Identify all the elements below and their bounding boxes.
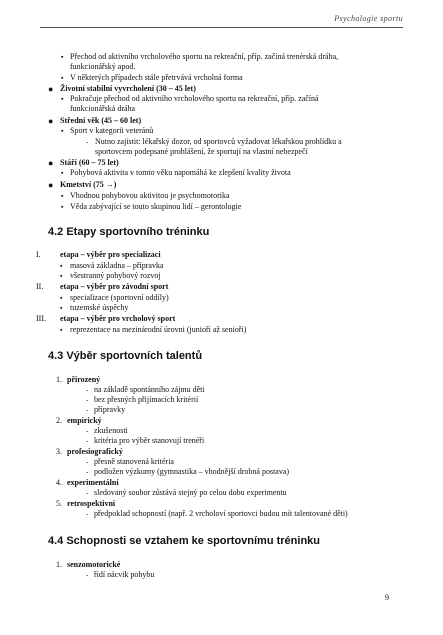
method-number: 5. [56, 499, 62, 508]
list-subitem: na základě spontánního zájmu děti [94, 385, 205, 394]
list-subitem: sledovaný soubor zůstává stejný po celou dobu experimentu [94, 488, 287, 497]
square-bullet-icon: ▪ [60, 326, 63, 334]
list-subitem: podložen výzkumy (gymnastika – vhodnější drobná postava) [94, 467, 290, 476]
square-bullet-icon: ▪ [61, 53, 64, 61]
method-number: 3. [56, 447, 62, 456]
age-stage-heading: Stáří (60 – 75 let) [60, 158, 119, 167]
stage-number: I. [36, 250, 41, 259]
list-item-cont: funkcionářská dráha [70, 104, 136, 113]
stage-title: etapa – výběr pro specializaci [60, 250, 161, 259]
dash-bullet-icon: - [86, 571, 89, 579]
method-title: experimentální [67, 478, 119, 487]
list-subitem: řídí nácvik pohybu [94, 570, 155, 579]
dash-bullet-icon: - [86, 406, 89, 414]
header-rule [40, 27, 403, 28]
round-bullet-icon: ● [48, 84, 54, 94]
list-item: Pokračuje přechod od aktivního vrcholového sportu na rekreační, příp. začíná [70, 94, 319, 103]
list-item-cont: funkcionářský apod. [70, 62, 136, 71]
list-item: Sport v kategorii veteránů [70, 126, 154, 135]
stage-number: II. [36, 282, 44, 291]
list-item: masová základna – přípravka [70, 261, 164, 270]
age-stage-heading: Střední věk (45 – 60 let) [60, 116, 142, 125]
round-bullet-icon: ● [48, 180, 54, 190]
square-bullet-icon: ▪ [60, 304, 63, 312]
dash-bullet-icon: - [86, 468, 89, 476]
square-bullet-icon: ▪ [60, 262, 63, 270]
section-heading-4-3: 4.3 Výběr sportovních talentů [48, 350, 203, 362]
ability-number: 1. [56, 560, 62, 569]
list-item: Věda zabývající se touto skupinou lidí – gerontologie [70, 202, 242, 211]
dash-bullet-icon: - [86, 138, 89, 146]
square-bullet-icon: ▪ [61, 203, 64, 211]
round-bullet-icon: ● [48, 116, 54, 126]
square-bullet-icon: ▪ [61, 169, 64, 177]
list-subitem: bez přesných přijímacích kritérií [94, 395, 199, 404]
list-subitem: přípravky [94, 405, 126, 414]
list-item: Vhodnou pohybovou aktivitou je psychomotorika [70, 191, 230, 200]
list-subitem: kritéria pro výběr stanovují trenéři [94, 436, 205, 445]
list-item: všestranný pohybový rozvoj [70, 271, 161, 280]
age-stage-heading: Životní stabilní vyvrcholení (30 – 45 let) [60, 84, 196, 93]
method-number: 4. [56, 478, 62, 487]
dash-bullet-icon: - [86, 489, 89, 497]
square-bullet-icon: ▪ [61, 127, 64, 135]
dash-bullet-icon: - [86, 386, 89, 394]
method-title: přirozený [67, 375, 101, 384]
square-bullet-icon: ▪ [61, 74, 64, 82]
running-header-title: Psychologie sportu [334, 14, 403, 23]
dash-bullet-icon: - [86, 458, 89, 466]
method-number: 2. [56, 416, 62, 425]
stage-title: etapa – výběr pro závodní sport [60, 282, 169, 291]
list-item: Pohybová aktivita v tomto věku napomáhá ke zlepšení kvality života [70, 168, 291, 177]
dash-bullet-icon: - [86, 396, 89, 404]
list-subitem-cont: sportovcem podepsané prohlášení, že sportují na vlastní nebezpečí [95, 147, 308, 156]
stage-title: etapa – výběr pro vrcholový sport [60, 314, 176, 323]
dash-bullet-icon: - [86, 427, 89, 435]
method-title: retrospektivní [67, 499, 116, 508]
list-item: tuzemské úspěchy [70, 303, 129, 312]
list-subitem: přesně stanovená kritéria [94, 457, 174, 466]
method-number: 1. [56, 375, 62, 384]
list-subitem: předpoklad schopností (např. 2 vrcholoví sportovci budou mít talentované děti) [94, 509, 348, 518]
square-bullet-icon: ▪ [61, 192, 64, 200]
stage-number: III. [36, 314, 46, 323]
dash-bullet-icon: - [86, 437, 89, 445]
section-heading-4-4: 4.4 Schopnosti se vztahem ke sportovnímu tréninku [48, 535, 321, 547]
list-item: reprezentace na mezinárodní úrovni (junioři až senioři) [70, 325, 247, 334]
square-bullet-icon: ▪ [60, 272, 63, 280]
age-stage-heading: Kmetství (75 →) [60, 180, 117, 189]
method-title: profesiografický [67, 447, 123, 456]
square-bullet-icon: ▪ [61, 95, 64, 103]
list-item: V některých případech stále přetrvává vrcholná forma [70, 73, 243, 82]
section-heading-4-2: 4.2 Etapy sportovního tréninku [48, 226, 210, 238]
dash-bullet-icon: - [86, 510, 89, 518]
list-item: specializace (sportovní oddíly) [70, 293, 169, 302]
page-number: 9 [385, 593, 389, 602]
list-subitem: Nutno zajistit: lékařský dozor, od sportovců vyžadovat lékařskou prohlídku a [95, 137, 342, 146]
square-bullet-icon: ▪ [60, 294, 63, 302]
method-title: empirický [67, 416, 102, 425]
list-item: Přechod od aktivního vrcholového sportu na rekreační, příp. začíná trenérská dráha, [70, 52, 339, 61]
list-subitem: zkušenosti [94, 426, 128, 435]
round-bullet-icon: ● [48, 158, 54, 168]
ability-title: senzomotorické [67, 560, 121, 569]
